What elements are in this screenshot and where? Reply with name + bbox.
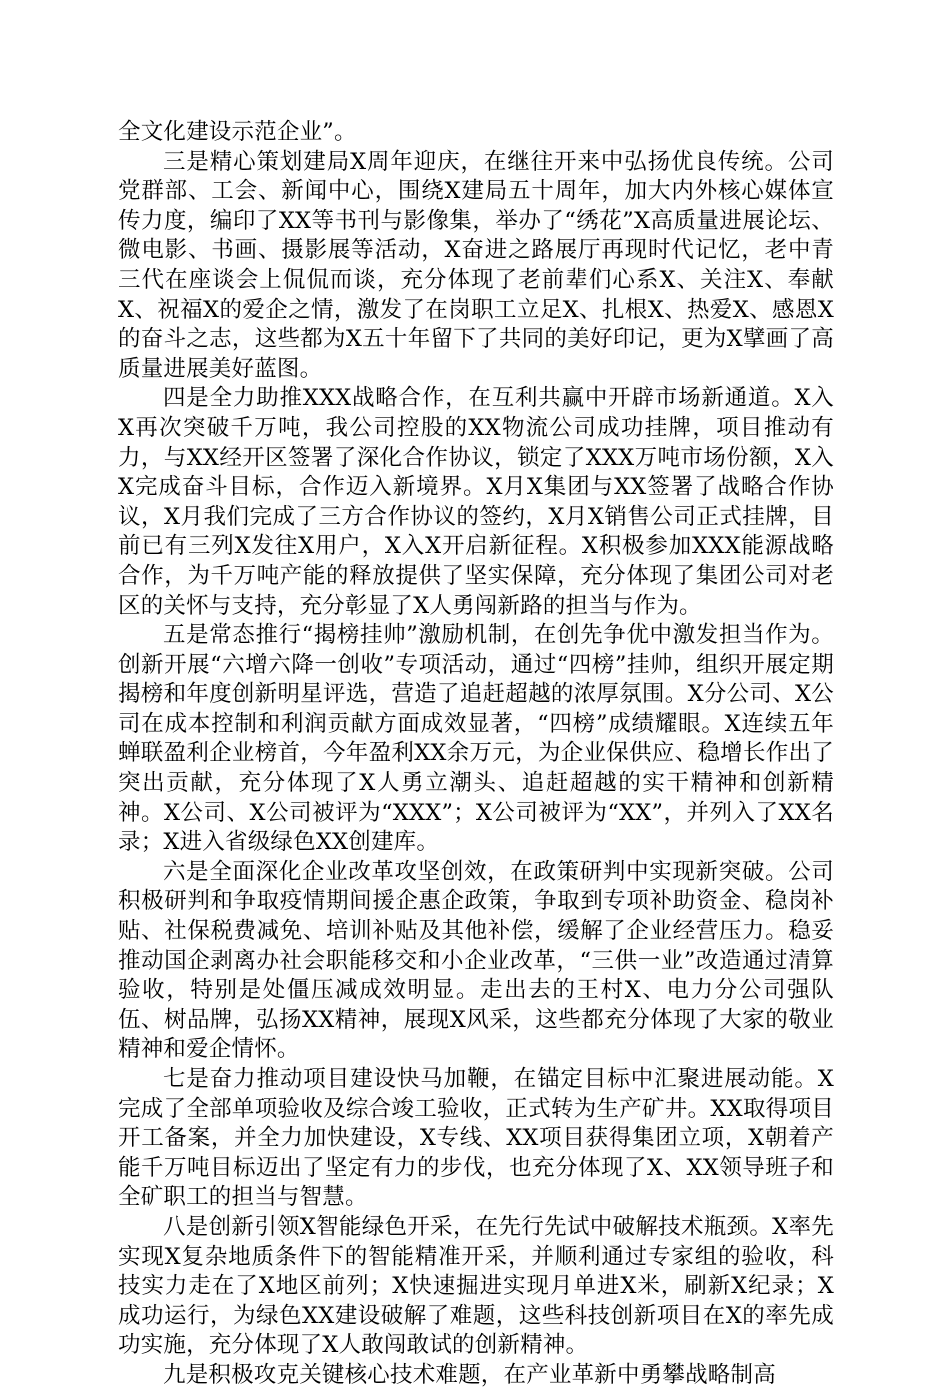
paragraph-point-eight: 八是创新引领X智能绿色开采，在先行先试中破解技术瓶颈。X率先实现X复杂地质条件下的智能精准开采，并顺利通过专家组的验收，科技实力走在了X地区前列；X快速掘进实现月单进X米，刷新X纪录；X成功运行，为绿色XX建设破解了难题，这些科技创新项目在X的率先成功实施，充分体现了X人敢闯敢试的创新精神。 <box>118 1213 834 1359</box>
paragraph-point-seven: 七是奋力推动项目建设快马加鞭，在锚定目标中汇聚进展动能。X完成了全部单项验收及综合竣工验收，正式转为生产矿井。XX取得项目开工备案，并全力加快建设，X专线、XX项目获得集团立项，X朝着产能千万吨目标迈出了坚定有力的步伐，也充分体现了X、XX领导班子和全矿职工的担当与智慧。 <box>118 1066 834 1211</box>
paragraph-point-nine: 九是积极攻克关键核心技术难题，在产业革新中勇攀战略制高 <box>163 1361 776 1388</box>
paragraph-point-six: 六是全面深化企业改革攻坚创效，在政策研判中实现新突破。公司积极研判和争取疫情期间援企惠企政策，争取到专项补助资金、稳岗补贴、社保税费减免、培训补贴及其他补偿，缓解了企业经营压力。稳妥推动国企剥离办社会职能移交和小企业改革，“三供一业”改造通过清算验收，特别是处僵压减成效明显。走出去的王村X、电力分公司强队伍、树品牌，弘扬XX精神，展现X风采，这些都充分体现了大家的敬业精神和爱企情怀。 <box>118 858 834 1063</box>
paragraph-point-five: 五是常态推行“揭榜挂帅”激励机制，在创先争优中激发担当作为。创新开展“六增六降一创收”专项活动，通过“四榜”挂帅，组织开展定期揭榜和年度创新明星评选，营造了追赶超越的浓厚氛围。X分公司、X公司在成本控制和利润贡献方面成效显著，“四榜”成绩耀眼。X连续五年蝉联盈利企业榜首，今年盈利XX余万元，为企业保供应、稳增长作出了突出贡献，充分体现了X人勇立潮头、追赶超越的实干精神和创新精神。X公司、X公司被评为“XXX”；X公司被评为“XX”，并列入了XX名录；X进入省级绿色XX创建库。 <box>118 622 834 856</box>
document-body <box>118 118 834 1391</box>
paragraph-continuation: 全文化建设示范企业”。 <box>118 119 357 145</box>
paragraph-point-four: 四是全力助推XXX战略合作，在互利共赢中开辟市场新通道。X入X再次突破千万吨，我公司控股的XX物流公司成功挂牌，项目推动有力，与XX经开区签署了深化合作协议，锁定了XXX万吨市场份额，X入X完成奋斗目标，合作迈入新境界。X月X集团与XX签署了战略合作协议，X月我们完成了三方合作协议的签约，X月X销售公司正式挂牌，目前已有三列X发往X用户，X入X开启新征程。X积极参加XXX能源战略合作，为千万吨产能的释放提供了坚实保障，充分体现了集团公司对老区的关怀与支持，充分彰显了X人勇闯新路的担当与作为。 <box>118 385 834 619</box>
paragraph-point-three: 三是精心策划建局X周年迎庆，在继往开来中弘扬优良传统。公司党群部、工会、新闻中心，围绕X建局五十周年，加大内外核心媒体宣传力度，编印了XX等书刊与影像集，举办了“绣花”X高质量进展论坛、微电影、书画、摄影展等活动，X奋进之路展厅再现时代记忆，老中青三代在座谈会上侃侃而谈，充分体现了老前辈们心系X、关注X、奉献X、祝福X的爱企之情，激发了在岗职工立足X、扎根X、热爱X、感恩X的奋斗之志，这些都为X五十年留下了共同的美好印记，更为X擘画了高质量进展美好蓝图。 <box>118 148 834 382</box>
